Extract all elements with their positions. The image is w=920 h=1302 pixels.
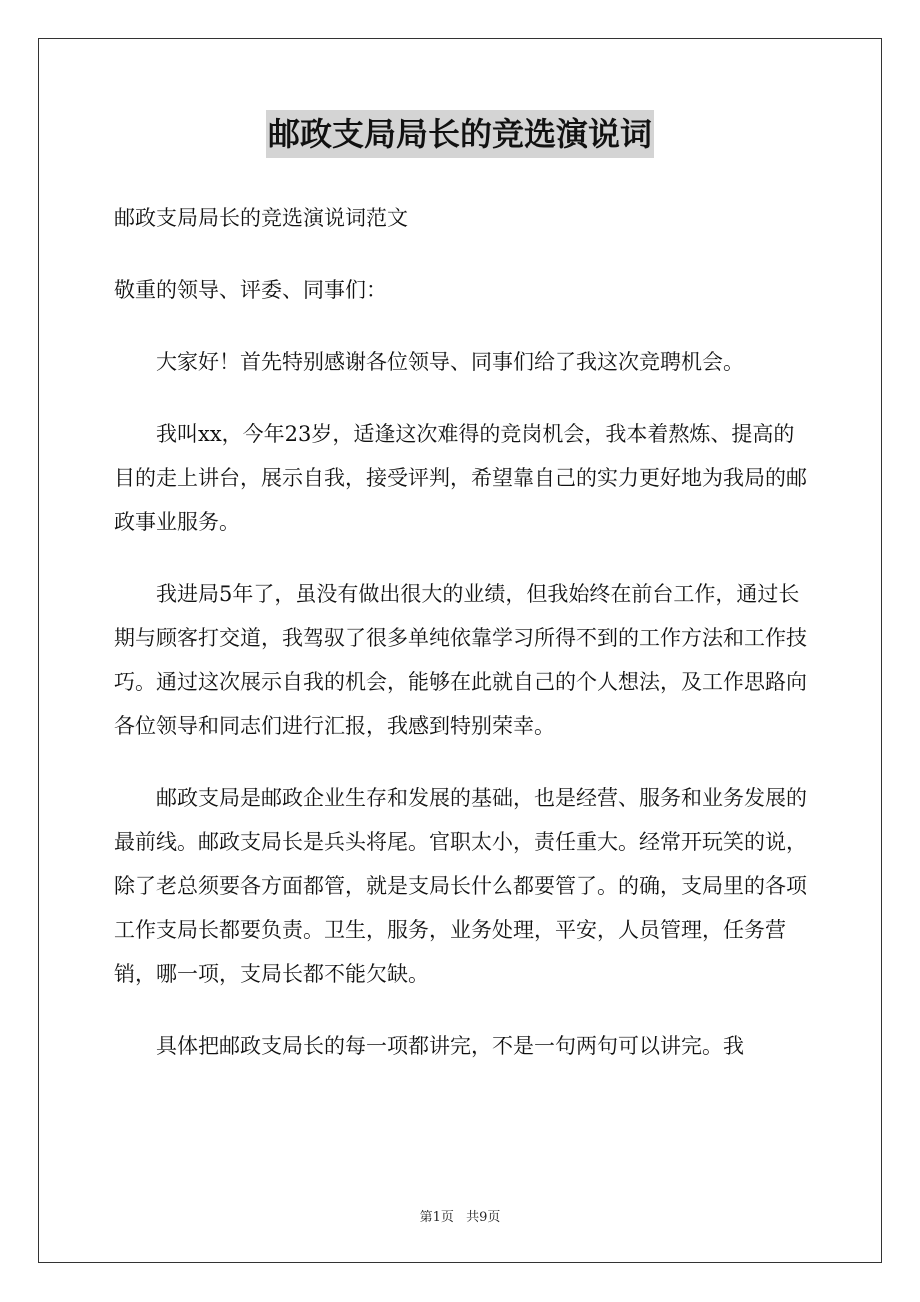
page-number-current: 第1页 <box>419 1210 454 1225</box>
paragraph-4: 邮政支局是邮政企业生存和发展的基础，也是经营、服务和业务发展的最前线。邮政支局长是兵头将尾。官职太小，责任重大。经常开玩笑的说，除了老总须要各方面都管，就是支局长什么都要管了。的确，支局里的各项工作支局长都要负责。卫生，服务，业务处理，平安，人员管理，任务营销，哪一项，支局长都不能欠缺。 <box>114 786 807 986</box>
paragraph-5: 具体把邮政支局长的每一项都讲完，不是一句两句可以讲完。我 <box>156 1034 744 1058</box>
greeting: 敬重的领导、评委、同事们： <box>114 278 387 302</box>
document-title: 邮政支局局长的竞选演说词 <box>266 110 654 158</box>
paragraph-3: 我进局5年了，虽没有做出很大的业绩，但我始终在前台工作，通过长期与顾客打交道，我驾驭了很多单纯依靠学习所得不到的工作方法和工作技巧。通过这次展示自我的机会，能够在此就自己的个人想法，及工作思路向各位领导和同志们进行汇报，我感到特别荣幸。 <box>114 582 807 738</box>
document-body <box>114 196 814 1068</box>
page-footer <box>0 1206 920 1225</box>
paragraph-2: 我叫xx，今年23岁，适逢这次难得的竞岗机会，我本着熬炼、提高的目的走上讲台，展示自我，接受评判，希望靠自己的实力更好地为我局的邮政事业服务。 <box>114 422 807 534</box>
page-number-total: 共9页 <box>466 1210 501 1225</box>
document-subtitle: 邮政支局局长的竞选演说词范文 <box>114 206 408 230</box>
title-container <box>0 110 920 158</box>
paragraph-1: 大家好！首先特别感谢各位领导、同事们给了我这次竞聘机会。 <box>156 350 744 374</box>
